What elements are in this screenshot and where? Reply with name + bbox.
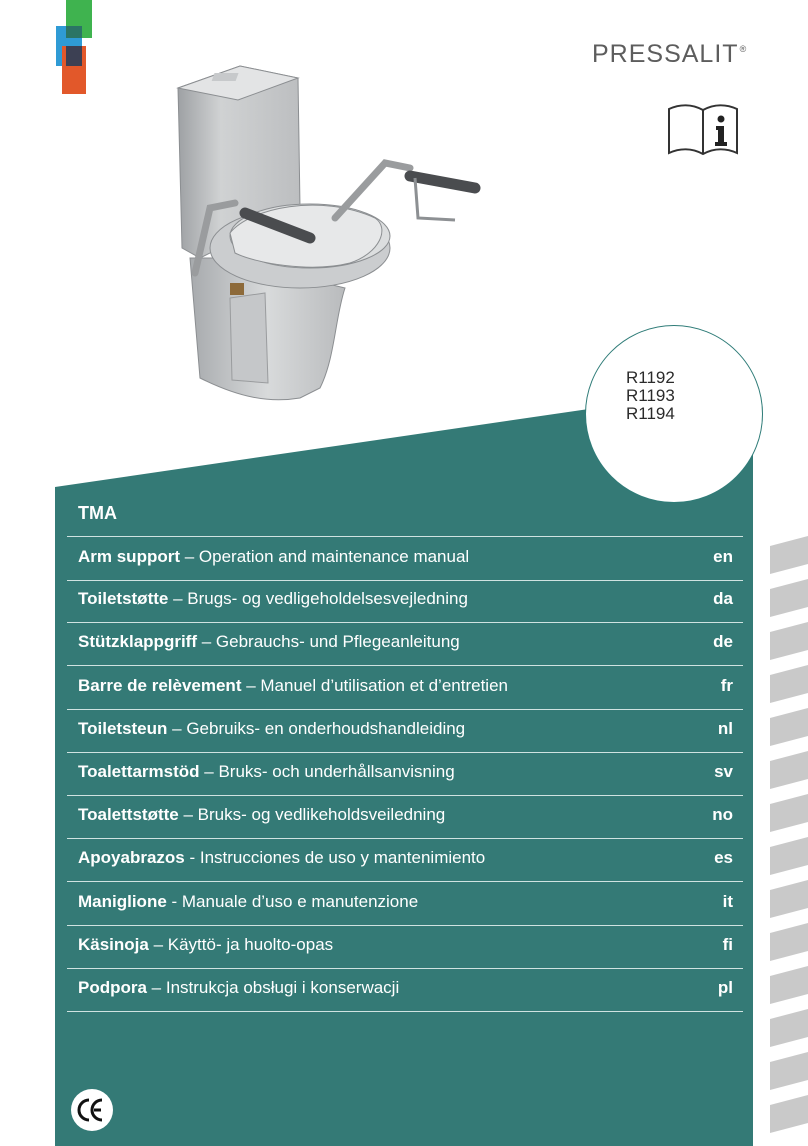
manual-type: Käyttö- ja huolto-opas xyxy=(167,934,334,954)
language-row-pl xyxy=(67,968,743,1012)
product-name: Toiletsteun xyxy=(78,718,168,738)
product-name: Podpora xyxy=(78,978,147,997)
product-name: Stützklappgriff xyxy=(78,632,197,652)
model-number: R1192 xyxy=(626,368,675,387)
language-row-da xyxy=(67,579,743,623)
language-code: da xyxy=(713,589,733,609)
language-code: fi xyxy=(722,934,733,954)
language-row-it xyxy=(67,882,743,926)
language-row-title xyxy=(78,978,399,998)
manual-type: Bruks- och underhållsanvisning xyxy=(218,762,455,781)
language-row-fi xyxy=(67,925,743,969)
language-code: de xyxy=(713,632,733,652)
brand-name: PRESSALIT® xyxy=(592,40,748,68)
product-name: Maniglione xyxy=(78,891,167,911)
language-row-de xyxy=(67,622,743,666)
language-row-title xyxy=(78,719,465,739)
language-code: sv xyxy=(714,762,733,781)
ce-mark-icon xyxy=(70,1088,114,1132)
language-code: en xyxy=(713,547,733,566)
product-line-title: TMA xyxy=(78,503,117,523)
product-name: Käsinoja xyxy=(78,934,149,954)
title-separator: – xyxy=(199,762,219,781)
pressalit-logo-mark-icon xyxy=(52,0,100,96)
language-row-title xyxy=(78,848,485,868)
language-code: es xyxy=(714,848,733,868)
language-row-es xyxy=(67,838,743,882)
language-code: nl xyxy=(717,718,733,738)
language-row-title xyxy=(78,935,333,955)
language-row-nl xyxy=(67,709,743,753)
language-code: no xyxy=(712,805,733,825)
manual-type: Manuel d’utilisation et d’entretien xyxy=(260,675,508,695)
manual-type: Brugs- og vedligeholdelsesvejledning xyxy=(187,589,468,609)
title-separator: – xyxy=(167,718,187,738)
language-code: fr xyxy=(720,675,733,695)
manual-type: Instrukcja obsługi i konserwacji xyxy=(165,978,400,997)
manual-type: Gebrauchs- und Pflegeanleitung xyxy=(215,632,460,652)
decorative-stripes xyxy=(770,536,808,1146)
title-separator: - xyxy=(166,891,182,911)
manual-type: Manuale d’uso e manutenzione xyxy=(181,891,419,911)
language-row-title xyxy=(78,589,468,609)
language-row-title xyxy=(78,762,455,782)
language-row-en xyxy=(67,536,743,581)
language-row-fr xyxy=(67,666,743,710)
title-separator: – xyxy=(180,547,199,566)
language-row-title xyxy=(78,547,469,567)
title-separator: – xyxy=(148,934,168,954)
language-code: it xyxy=(722,891,733,911)
title-separator: – xyxy=(146,978,166,997)
title-separator: – xyxy=(168,589,188,609)
manual-type: Instrucciones de uso y mantenimiento xyxy=(199,848,486,868)
title-separator: – xyxy=(197,632,216,652)
model-numbers xyxy=(626,369,675,423)
language-row-title xyxy=(78,892,418,912)
product-name: Apoyabrazos xyxy=(78,848,185,868)
manual-info-book-icon xyxy=(666,101,740,159)
title-separator: - xyxy=(184,848,200,868)
language-row-title xyxy=(78,805,445,825)
product-name: Barre de relèvement xyxy=(78,675,242,695)
title-separator: – xyxy=(178,805,198,825)
language-code: pl xyxy=(717,978,733,997)
language-row-title xyxy=(78,632,460,652)
title-separator: – xyxy=(241,675,261,695)
product-name: Toalettarmstöd xyxy=(78,762,200,781)
product-name: Toiletstøtte xyxy=(78,589,169,609)
language-row-sv xyxy=(67,752,743,796)
manual-type: Gebruiks- en onderhoudshandleiding xyxy=(186,718,466,738)
manual-type: Operation and maintenance manual xyxy=(198,547,470,566)
language-row-title xyxy=(78,676,508,696)
model-number: R1193 xyxy=(626,386,675,405)
product-name: Toalettstøtte xyxy=(78,805,179,825)
model-number: R1194 xyxy=(626,404,675,423)
product-name: Arm support xyxy=(78,547,180,566)
language-row-no xyxy=(67,795,743,839)
manual-type: Bruks- og vedlikeholdsveiledning xyxy=(197,805,446,825)
product-illustration xyxy=(160,58,590,423)
